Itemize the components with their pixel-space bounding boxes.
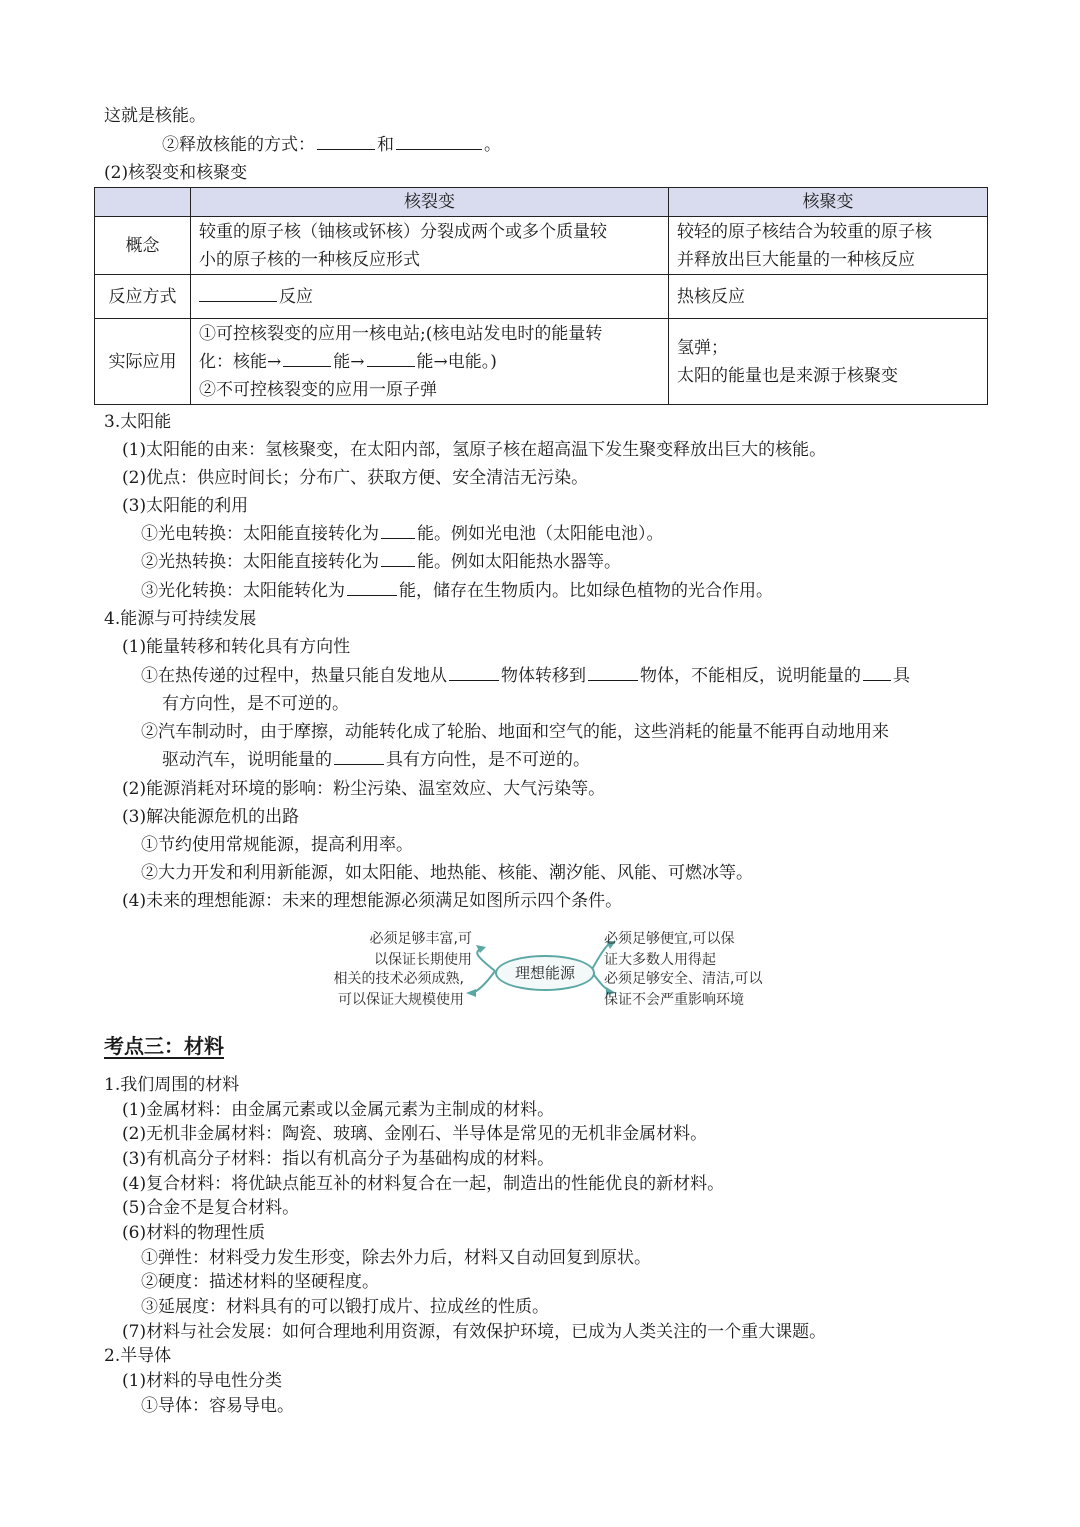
condition-bottom-left: 相关的技术必须成熟, 可以保证大规模使用: [333, 971, 464, 1008]
condition-bottom-right: 必须足够安全、清洁,可以 保证不会严重影响环境: [604, 971, 763, 1008]
text-line: ①节约使用常规能源，提高利用率。: [141, 835, 413, 855]
section-title: 1.我们周围的材料: [104, 1075, 240, 1095]
table-cell: 氢弹； 太阳的能量也是来源于核聚变: [669, 319, 988, 405]
answer-blank: [199, 285, 277, 302]
text-line: (1)太阳能的由来：氢核聚变，在太阳内部，氢原子核在超高温下发生聚变释放出巨大的核能。: [122, 440, 827, 460]
section-heading: 考点三：材料: [104, 1034, 224, 1058]
answer-blank: [334, 748, 384, 765]
row-label: 实际应用: [95, 319, 191, 405]
text-line: ③光化转换：太阳能转化为 能，储存在生物质内。比如绿色植物的光合作用。: [141, 581, 773, 601]
text-line: (2)能源消耗对环境的影响：粉尘污染、温室效应、大气污染等。: [122, 779, 606, 799]
answer-blank: [367, 350, 415, 367]
text-line: ①弹性：材料受力发生形变，除去外力后，材料又自动回复到原状。: [141, 1248, 651, 1268]
text-line: (7)材料与社会发展：如何合理地利用资源，有效保护环境，已成为人类关注的一个重大课题。: [122, 1322, 827, 1342]
text-line: 驱动汽车，说明能量的 具有方向性，是不可逆的。: [162, 750, 590, 770]
text-line: (1)材料的导电性分类: [122, 1371, 283, 1391]
text-line: 有方向性，是不可逆的。: [162, 694, 349, 714]
text-line: ①导体：容易导电。: [141, 1396, 294, 1416]
arrow-head: [466, 989, 476, 997]
table-header: [95, 188, 191, 217]
text-line: (2)核裂变和核聚变: [104, 163, 248, 183]
text-line: ②汽车制动时，由于摩擦，动能转化成了轮胎、地面和空气的能，这些消耗的能量不能再自动地用来: [141, 722, 889, 742]
table-cell: 热核反应: [669, 275, 988, 319]
text-line: ②释放核能的方式： 和 。: [162, 135, 501, 155]
table-cell: 反应: [191, 275, 669, 319]
text-line: (3)解决能源危机的出路: [122, 807, 300, 827]
text-line: (2)无机非金属材料：陶瓷、玻璃、金刚石、半导体是常见的无机非金属材料。: [122, 1124, 708, 1144]
text-line: (5)合金不是复合材料。: [122, 1198, 300, 1218]
text-line: ②光热转换：太阳能直接转化为 能。例如太阳能热水器等。: [141, 552, 621, 572]
text-line: ①在热传递的过程中，热量只能自发地从 物体转移到 物体，不能相反，说明能量的 具: [141, 666, 910, 686]
text-line: 这就是核能。: [104, 106, 206, 126]
answer-blank: [283, 350, 331, 367]
text-line: ②大力开发和利用新能源，如太阳能、地热能、核能、潮汐能、风能、可燃冰等。: [141, 863, 753, 883]
text-line: ①光电转换：太阳能直接转化为 能。例如光电池（太阳能电池）。: [141, 524, 664, 544]
section-title: 4.能源与可持续发展: [104, 609, 257, 629]
text-line: ③延展度：材料具有的可以锻打成片、拉成丝的性质。: [141, 1297, 549, 1317]
answer-blank: [317, 133, 375, 150]
text-line: (2)优点：供应时间长；分布广、获取方便、安全清洁无污染。: [122, 468, 589, 488]
condition-top-left: 必须足够丰富,可 以保证长期使用: [369, 931, 472, 968]
condition-top-right: 必须足够便宜,可以保 证大多数人用得起: [604, 931, 735, 968]
table-header-row: [95, 188, 988, 217]
answer-blank: [347, 579, 397, 596]
table-row: [95, 217, 988, 275]
center-label: 理想能源: [495, 955, 595, 991]
ideal-energy-diagram: [300, 925, 810, 1015]
text-line: (3)太阳能的利用: [122, 496, 249, 516]
answer-blank: [449, 664, 499, 681]
answer-blank: [588, 664, 638, 681]
text-line: (6)材料的物理性质: [122, 1223, 266, 1243]
fission-fusion-table: [94, 187, 988, 405]
table-row: [95, 275, 988, 319]
answer-blank: [863, 664, 891, 681]
answer-blank: [381, 522, 415, 539]
table-cell: 较重的原子核（铀核或钚核）分裂成两个或多个质量较 小的原子核的一种核反应形式: [191, 217, 669, 275]
text-line: (4)未来的理想能源：未来的理想能源必须满足如图所示四个条件。: [122, 891, 623, 911]
text-line: (3)有机高分子材料：指以有机高分子为基础构成的材料。: [122, 1149, 555, 1169]
table-cell: ①可控核裂变的应用一核电站;(核电站发电时的能量转 化：核能→ 能→ 能→电能。) ②不可控核裂变的应用一原子弹: [191, 319, 669, 405]
row-label: 反应方式: [95, 275, 191, 319]
answer-blank: [396, 133, 482, 150]
table-header: 核裂变: [191, 188, 669, 217]
section-title: 2.半导体: [104, 1346, 172, 1366]
table-cell: 较轻的原子核结合为较重的原子核 并释放出巨大能量的一种核反应: [669, 217, 988, 275]
text-line: (1)金属材料：由金属元素或以金属元素为主制成的材料。: [122, 1100, 555, 1120]
table-row: [95, 319, 988, 405]
row-label: 概念: [95, 217, 191, 275]
text-line: (4)复合材料：将优缺点能互补的材料复合在一起，制造出的性能优良的新材料。: [122, 1174, 725, 1194]
text-line: ②硬度：描述材料的坚硬程度。: [141, 1272, 379, 1292]
text-line: (1)能量转移和转化具有方向性: [122, 637, 351, 657]
table-header: 核聚变: [669, 188, 988, 217]
answer-blank: [381, 550, 415, 567]
section-title: 3.太阳能: [104, 412, 172, 432]
